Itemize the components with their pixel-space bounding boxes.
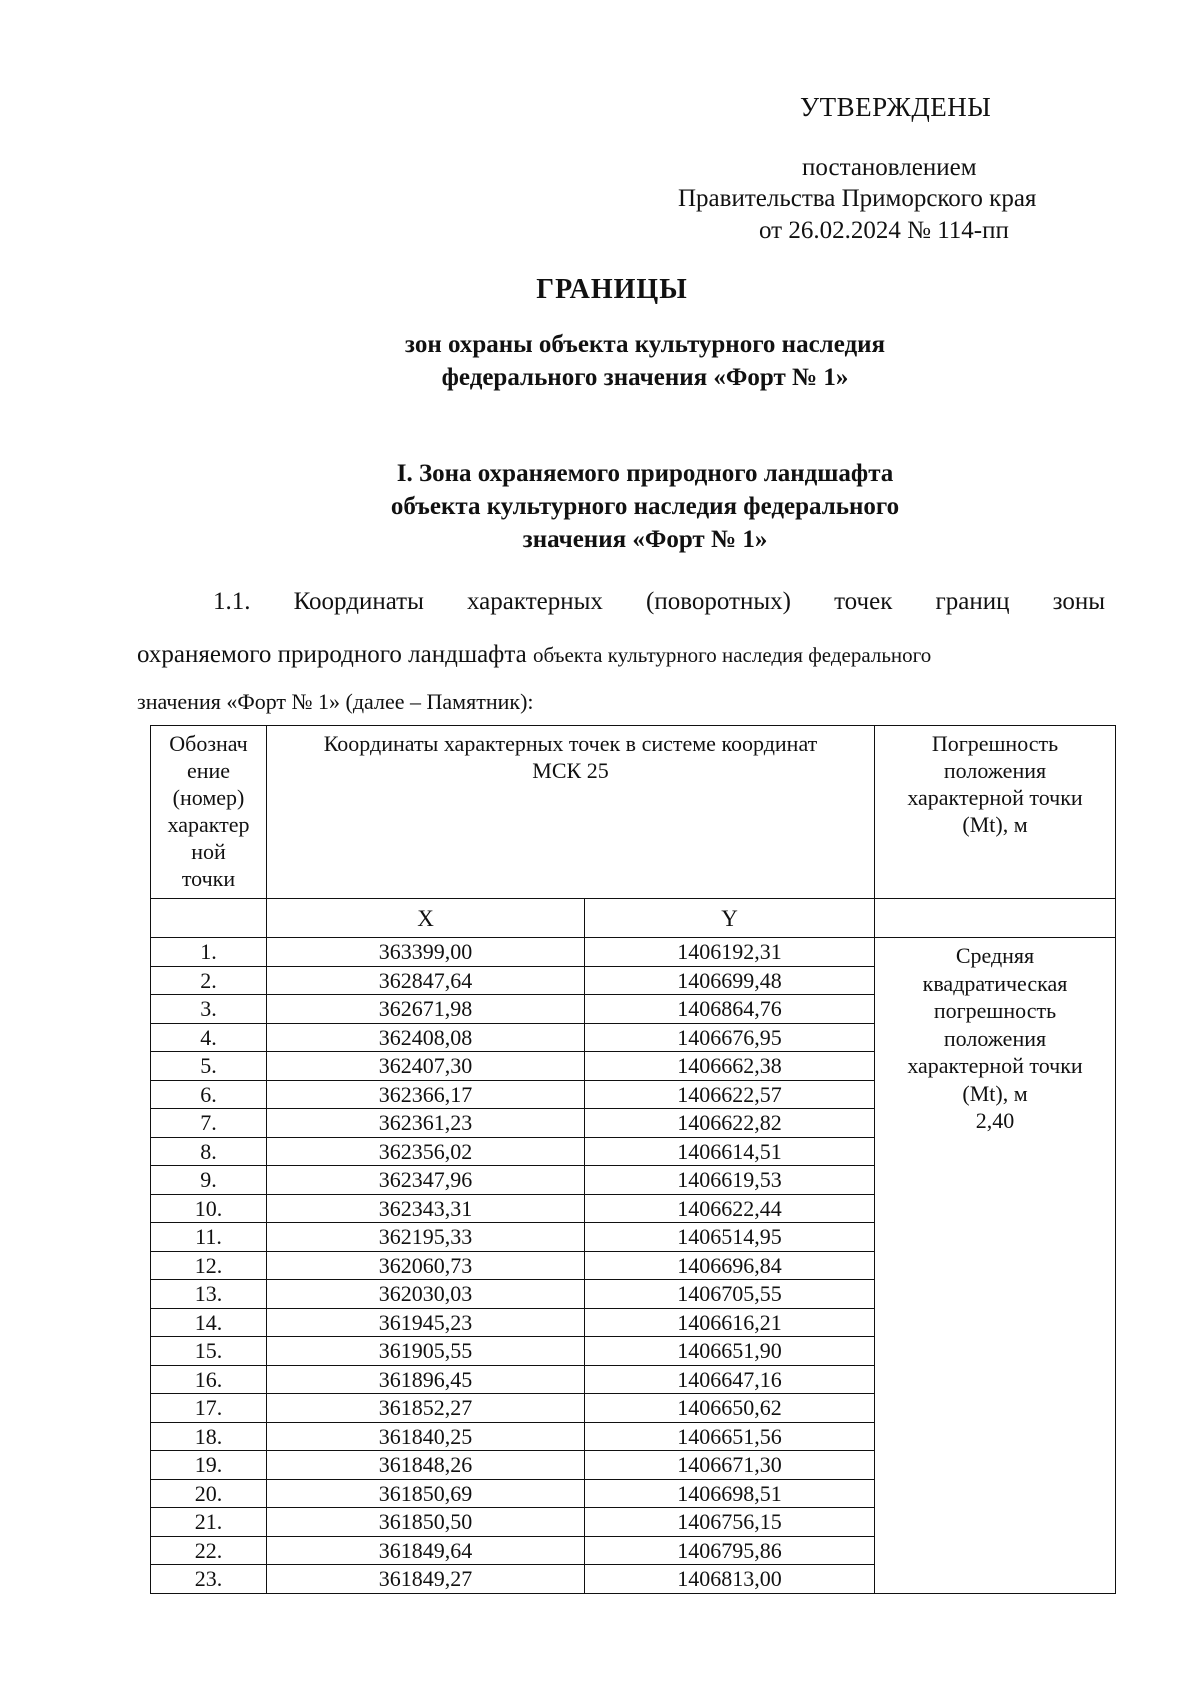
x-coordinate-cell: 361840,25 [267, 1422, 585, 1451]
point-number-cell: 18. [151, 1422, 267, 1451]
section-title-line-2: объекта культурного наследия федерального [390, 493, 900, 520]
y-coordinate-cell: 1406651,56 [585, 1422, 875, 1451]
document-title: ГРАНИЦЫ [536, 274, 688, 305]
header-y: Y [585, 899, 875, 938]
x-coordinate-cell: 361850,69 [267, 1479, 585, 1508]
y-coordinate-cell: 1406756,15 [585, 1508, 875, 1537]
header-point-number [151, 726, 267, 899]
point-number-cell: 4. [151, 1023, 267, 1052]
table-row [151, 938, 1116, 967]
header-coords-line: Координаты характерных точек в системе координат [323, 731, 818, 756]
header-coordinates [267, 726, 875, 899]
header-error-line: (Mt), м [962, 812, 1028, 837]
y-coordinate-cell: 1406192,31 [585, 938, 875, 967]
x-coordinate-cell: 362343,31 [267, 1194, 585, 1223]
subheader-empty-2 [875, 899, 1116, 938]
point-number-cell: 3. [151, 995, 267, 1024]
x-coordinate-cell: 361848,26 [267, 1451, 585, 1480]
header-point-line: характер [167, 812, 250, 837]
y-coordinate-cell: 1406514,95 [585, 1223, 875, 1252]
intro-line-1: 1.1. Координаты характерных (поворотных) точек границ зоны [213, 588, 1105, 615]
error-note-line: погрешность [933, 998, 1057, 1023]
approval-stamp: УТВЕРЖДЕНЫ [800, 92, 992, 122]
x-coordinate-cell: 362408,08 [267, 1023, 585, 1052]
section-title-line-3: значения «Форт № 1» [522, 526, 768, 553]
intro-line-2 [137, 641, 1105, 669]
point-number-cell: 1. [151, 938, 267, 967]
y-coordinate-cell: 1406699,48 [585, 966, 875, 995]
section-title [0, 457, 1200, 556]
x-coordinate-cell: 362356,02 [267, 1137, 585, 1166]
y-coordinate-cell: 1406616,21 [585, 1308, 875, 1337]
y-coordinate-cell: 1406622,82 [585, 1109, 875, 1138]
header-error-line: положения [943, 758, 1047, 783]
point-number-cell: 17. [151, 1394, 267, 1423]
point-number-cell: 5. [151, 1052, 267, 1081]
header-point-line: точки [181, 866, 236, 891]
point-number-cell: 9. [151, 1166, 267, 1195]
error-note-line: Средняя [955, 943, 1035, 968]
x-coordinate-cell: 362195,33 [267, 1223, 585, 1252]
x-coordinate-cell: 361945,23 [267, 1308, 585, 1337]
x-coordinate-cell: 361896,45 [267, 1365, 585, 1394]
x-coordinate-cell: 362347,96 [267, 1166, 585, 1195]
error-note-line: характерной точки [907, 1053, 1083, 1078]
point-number-cell: 7. [151, 1109, 267, 1138]
x-coordinate-cell: 361849,64 [267, 1536, 585, 1565]
error-note-cell [875, 938, 1116, 1594]
approval-line-3: от 26.02.2024 № 114-пп [759, 217, 1009, 244]
point-number-cell: 8. [151, 1137, 267, 1166]
x-coordinate-cell: 362361,23 [267, 1109, 585, 1138]
y-coordinate-cell: 1406662,38 [585, 1052, 875, 1081]
y-coordinate-cell: 1406650,62 [585, 1394, 875, 1423]
x-coordinate-cell: 363399,00 [267, 938, 585, 967]
header-error-line: Погрешность [931, 731, 1059, 756]
header-point-line: Обознач [169, 731, 248, 756]
point-number-cell: 2. [151, 966, 267, 995]
point-number-cell: 13. [151, 1280, 267, 1309]
x-coordinate-cell: 361905,55 [267, 1337, 585, 1366]
y-coordinate-cell: 1406698,51 [585, 1479, 875, 1508]
y-coordinate-cell: 1406622,44 [585, 1194, 875, 1223]
approval-line-1: постановлением [802, 154, 977, 181]
header-coords-line: МСК 25 [532, 758, 609, 783]
header-point-line: (номер) [172, 785, 245, 810]
error-note-line: 2,40 [975, 1108, 1015, 1133]
section-title-line-1: I. Зона охраняемого природного ландшафта [396, 460, 894, 487]
x-coordinate-cell: 362407,30 [267, 1052, 585, 1081]
document-subtitle [0, 328, 1200, 394]
y-coordinate-cell: 1406619,53 [585, 1166, 875, 1195]
point-number-cell: 10. [151, 1194, 267, 1223]
y-coordinate-cell: 1406622,57 [585, 1080, 875, 1109]
x-coordinate-cell: 362847,64 [267, 966, 585, 995]
y-coordinate-cell: 1406696,84 [585, 1251, 875, 1280]
x-coordinate-cell: 361852,27 [267, 1394, 585, 1423]
x-coordinate-cell: 362030,03 [267, 1280, 585, 1309]
x-coordinate-cell: 361850,50 [267, 1508, 585, 1537]
x-coordinate-cell: 362060,73 [267, 1251, 585, 1280]
point-number-cell: 14. [151, 1308, 267, 1337]
header-error-line: характерной точки [907, 785, 1083, 810]
table-subheader-row [151, 899, 1116, 938]
point-number-cell: 21. [151, 1508, 267, 1537]
header-point-line: ной [191, 839, 226, 864]
y-coordinate-cell: 1406795,86 [585, 1536, 875, 1565]
table-header-row [151, 726, 1116, 899]
point-number-cell: 20. [151, 1479, 267, 1508]
intro-line-3: значения «Форт № 1» (далее – Памятник): [137, 689, 534, 714]
x-coordinate-cell: 361849,27 [267, 1565, 585, 1594]
y-coordinate-cell: 1406864,76 [585, 995, 875, 1024]
y-coordinate-cell: 1406705,55 [585, 1280, 875, 1309]
x-coordinate-cell: 362671,98 [267, 995, 585, 1024]
error-note-line: квадратическая [922, 970, 1068, 996]
approval-line-2: Правительства Приморского края [678, 185, 1037, 212]
point-number-cell: 12. [151, 1251, 267, 1280]
intro-line-2a: охраняемого природного ландшафта [137, 641, 527, 668]
point-number-cell: 22. [151, 1536, 267, 1565]
y-coordinate-cell: 1406676,95 [585, 1023, 875, 1052]
header-error [875, 726, 1116, 899]
header-point-line: ение [186, 758, 231, 783]
coordinates-table [150, 725, 1116, 1594]
point-number-cell: 6. [151, 1080, 267, 1109]
header-x: X [267, 899, 585, 938]
point-number-cell: 11. [151, 1223, 267, 1252]
y-coordinate-cell: 1406614,51 [585, 1137, 875, 1166]
y-coordinate-cell: 1406651,90 [585, 1337, 875, 1366]
y-coordinate-cell: 1406647,16 [585, 1365, 875, 1394]
subtitle-line-2: федерального значения «Форт № 1» [441, 364, 849, 391]
y-coordinate-cell: 1406813,00 [585, 1565, 875, 1594]
x-coordinate-cell: 362366,17 [267, 1080, 585, 1109]
y-coordinate-cell: 1406671,30 [585, 1451, 875, 1480]
subheader-empty-1 [151, 899, 267, 938]
intro-line-2b: объекта культурного наследия федерального [532, 643, 932, 667]
error-note-line: положения [943, 1025, 1047, 1051]
point-number-cell: 19. [151, 1451, 267, 1480]
subtitle-line-1: зон охраны объекта культурного наследия [404, 331, 886, 358]
point-number-cell: 23. [151, 1565, 267, 1594]
error-note-line: (Mt), м [962, 1080, 1028, 1106]
point-number-cell: 15. [151, 1337, 267, 1366]
point-number-cell: 16. [151, 1365, 267, 1394]
